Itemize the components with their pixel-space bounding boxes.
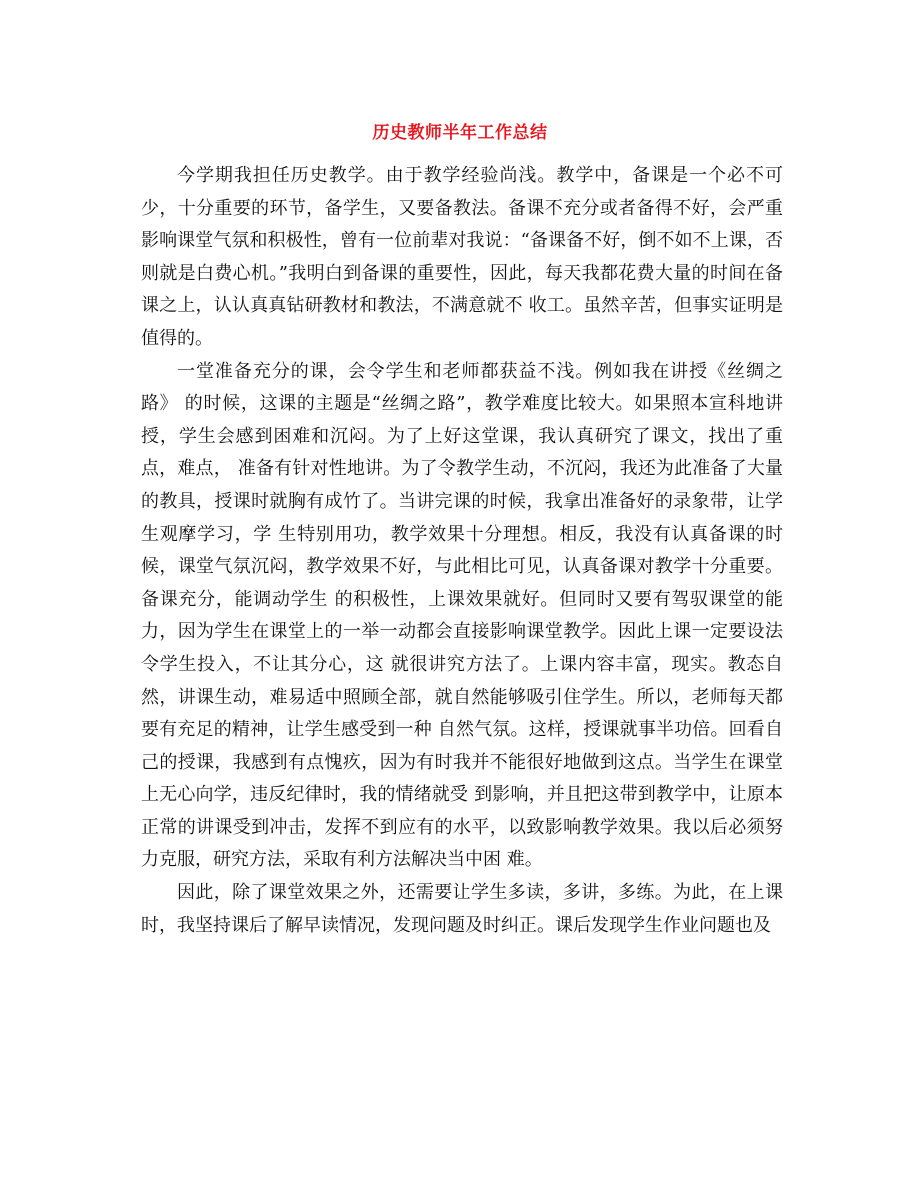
document-body — [141, 160, 783, 942]
paragraph-3: 因此，除了课堂效果之外，还需要让学生多读，多讲，多练。为此，在上课时，我坚持课后了解早读情况，发现问题及时纠正。课后发现学生作业问题也及 — [141, 882, 783, 936]
paragraph-1: 今学期我担任历史教学。由于教学经验尚浅。教学中，备课是一个必不可少，十分重要的环节，备学生，又要备教法。备课不充分或者备得不好，会严重影响课堂气氛和积极性，曾有一位前辈对我说：“备课备不好，倒不如不上课，否则就是白费心机。”我明白到备课的重要性，因此，每天我都花费大量的时间在备课之上，认认真真钻研教材和教法，不满意就不 收工。虽然辛苦，但事实证明是值得的。 — [141, 165, 783, 349]
document-title: 历史教师半年工作总结 — [372, 123, 548, 143]
paragraph-2: 一堂准备充分的课，会令学生和老师都获益不浅。例如我在讲授《丝绸之路》 的时候，这课的主题是“丝绸之路”，教学难度比较大。如果照本宣科地讲授，学生会感到困难和沉闷。为了上好这堂课，我认真研究了课文，找出了重点，难点， 准备有针对性地讲。为了令教学生动，不沉闷，我还为此准备了大量的教具，授课时就胸有成竹了。当讲完课的时候，我拿出准备好的录象带，让学生观摩学习，学 生特别用功，教学效果十分理想。相反，我没有认真备课的时候，课堂气氛沉闷，教学效果不好，与此相比可见，认真备课对教学十分重要。备课充分，能调动学生 的积极性，上课效果就好。但同时又要有驾驭课堂的能力，因为学生在课堂上的一举一动都会直接影响课堂教学。因此上课一定要设法令学生投入，不让其分心，这 就很讲究方法了。上课内容丰富，现实。教态自然，讲课生动，难易适中照顾全部，就自然能够吸引住学生。所以，老师每天都要有充足的精神，让学生感受到一种 自然气氛。这样，授课就事半功倍。回看自己的授课，我感到有点愧疚，因为有时我并不能很好地做到这点。当学生在课堂上无心向学，违反纪律时，我的情绪就受 到影响，并且把这带到教学中，让原本正常的讲课受到冲击，发挥不到应有的水平，以致影响教学效果。我以后必须努力克服，研究方法，采取有利方法解决当中困 难。 — [141, 360, 783, 871]
